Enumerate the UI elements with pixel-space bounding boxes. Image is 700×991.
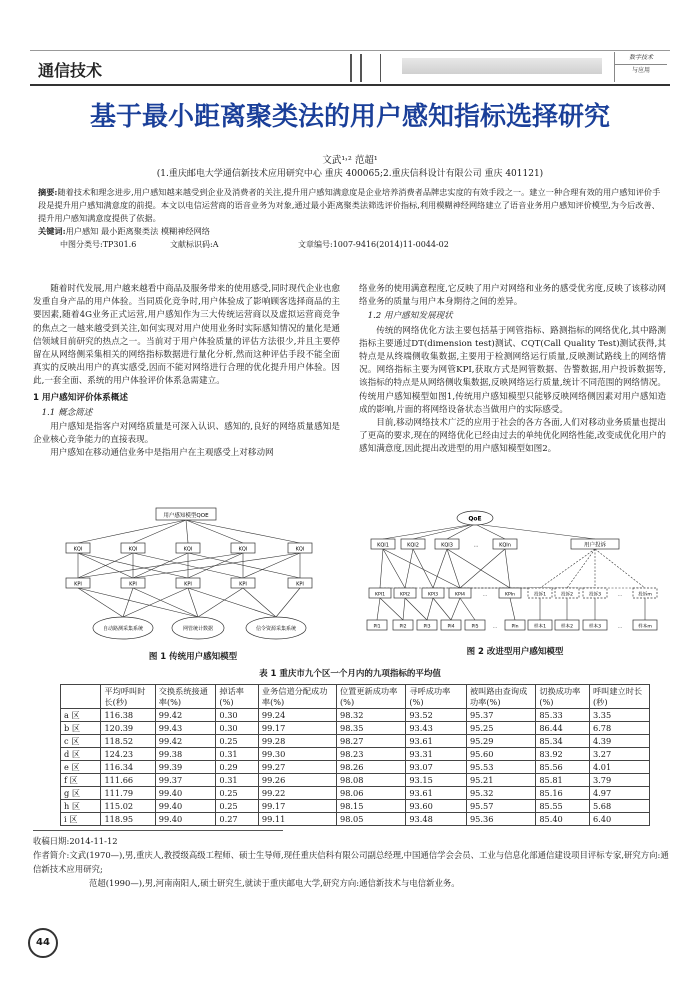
section-label: 通信技术 xyxy=(38,61,103,80)
author-bio-1: 作者简介:文武(1970—),男,重庆人,教授级高级工程师、硕士生导师,现任重庆信科有限公司副总经理,中国通信学会会员、工业与信息化部通信建设项目评标专家,研究方向:通信新技术应用研究; xyxy=(33,850,669,874)
journal-header xyxy=(30,50,670,84)
right-column xyxy=(359,283,666,457)
kpi-row xyxy=(66,578,312,588)
received-date: 收稿日期:2014-11-12 xyxy=(33,836,118,846)
header-gradient-bar xyxy=(402,58,602,74)
kpi-label: KPI xyxy=(184,581,192,588)
table-1 xyxy=(60,684,650,826)
sample-ellipsis: ... xyxy=(617,624,623,630)
kqi-label: KQI3 xyxy=(441,542,453,549)
table-cell: 93.07 xyxy=(406,761,467,774)
kpi-label: KPI xyxy=(74,581,82,588)
table-cell: 95.32 xyxy=(466,787,535,800)
affiliation: (1.重庆邮电大学通信新技术应用研究中心 重庆 400065;2.重庆信科设计有限公司 重庆 401121) xyxy=(156,169,544,179)
source-label: 自动路测采集系统 xyxy=(102,626,144,632)
intro-paragraph: 随着时代发展,用户越来越看中商品及服务带来的使用感受,同时现代企业也愈发重自身产品的用户体验。当同质化竞争时,用户体验成了影响顾客选择商品的主要因素,随着4G业务正式运营,用户感知作为三大传统运营商以及虚拟运营商竞争的焦点之一越来越受到关注,如何实现对用户使用业务时实际感知情况的量化是通信领域目前研究的热点之一。当前对于用户体验质量的评估方法很少,并且主要停留在从网络侧采集相关的网络指标数据进行量化分析,然而这种评估手段不能全面真实的反映出用户的真实感受,因而不能对网络进行合理的优化提升用户体验。因此,一套全面、系统的用户体验评价体系急需建立。 xyxy=(33,284,340,387)
paragraph: 用户感知在移动通信业务中是指用户在主观感受上对移动网 xyxy=(50,448,274,459)
row-label: a 区 xyxy=(61,709,101,722)
row-label: i 区 xyxy=(61,813,101,826)
table-cell: 86.44 xyxy=(536,722,590,735)
abstract-text: 随着技术和理念进步,用户感知越来越受到企业及消费者的关注,提升用户感知满意度是企业培养消费者品牌忠实度的有效手段之一。建立一种合理有效的用户感知评价手段是提升用户感知满意度的前提。本文以电信运营商的语音业务为对象,通过最小距离聚类法筛选评价指标,利用模糊神经网络建立了语音业务用户感知评价模型,为今后改善、提升用户感知满意度提供了依据。 xyxy=(38,187,661,223)
table-row xyxy=(61,761,650,774)
table-header-cell: 被叫路由查询成功率(%) xyxy=(466,685,535,709)
table-cell: 93.48 xyxy=(406,813,467,826)
table-cell: 98.32 xyxy=(336,709,405,722)
subsection-heading: 1.1 概念简述 xyxy=(41,407,93,418)
complaint-item: 投诉2 xyxy=(560,592,574,598)
table-row xyxy=(61,787,650,800)
kpi-label: KPI3 xyxy=(427,592,439,598)
section-heading: 1 用户感知评价体系概述 xyxy=(33,392,128,403)
authors: 文武¹˒² 范超¹ xyxy=(322,155,378,166)
table-cell: 3.27 xyxy=(589,748,649,761)
pi-label: PI5 xyxy=(471,624,479,630)
table-cell: 4.01 xyxy=(589,761,649,774)
table-cell: 93.43 xyxy=(406,722,467,735)
row-label: c 区 xyxy=(61,735,101,748)
table-cell: 111.66 xyxy=(101,774,155,787)
kpi-ellipsis: ... xyxy=(482,592,488,598)
clc-number: 中图分类号:TP301.6 xyxy=(60,240,137,249)
table-header-cell: 呼叫建立时长(秒) xyxy=(589,685,649,709)
table-cell: 99.42 xyxy=(155,735,216,748)
complaint-item: 投诉3 xyxy=(588,592,602,598)
table-cell: 99.27 xyxy=(258,761,336,774)
table-cell: 3.35 xyxy=(589,709,649,722)
table-header-cell: 位置更新成功率(%) xyxy=(336,685,405,709)
header-divider xyxy=(380,54,381,82)
table-cell: 99.42 xyxy=(155,709,216,722)
table-cell: 93.52 xyxy=(406,709,467,722)
paper-title: 基于最小距离聚类法的用户感知指标选择研究 xyxy=(89,102,610,132)
table-row xyxy=(61,735,650,748)
kpi-label: KPI xyxy=(239,581,247,588)
table-cell: 98.35 xyxy=(336,722,405,735)
table-header-cell: 掉话率(%) xyxy=(216,685,259,709)
figure-2-caption: 图 2 改进型用户感知模型 xyxy=(466,647,564,657)
footnotes xyxy=(33,834,673,890)
kqi-label: KQI1 xyxy=(377,542,389,549)
row-label: f 区 xyxy=(61,774,101,787)
table-cell: 95.57 xyxy=(466,800,535,813)
table-cell: 99.28 xyxy=(258,735,336,748)
pi-label: PI4 xyxy=(447,624,455,630)
footnote-rule xyxy=(33,830,283,831)
article-number: 文章编号:1007-9416(2014)11-0044-02 xyxy=(298,240,449,249)
table-cell: 99.24 xyxy=(258,709,336,722)
table-cell: 0.31 xyxy=(216,748,259,761)
paragraph: 络业务的使用满意程度,它反映了用户对网络和业务的感受优劣度,反映了该移动网络业务的质量与用户本身期待之间的差异。 xyxy=(359,284,666,308)
source-row xyxy=(93,617,306,639)
complaint-label: 用户投诉 xyxy=(583,542,607,549)
table-cell: 0.27 xyxy=(216,813,259,826)
table-cell: 0.30 xyxy=(216,722,259,735)
table-cell: 118.95 xyxy=(101,813,155,826)
table-cell: 99.26 xyxy=(258,774,336,787)
table-cell: 95.37 xyxy=(466,709,535,722)
root-label: 用户感知模型QOE xyxy=(163,513,209,519)
table-cell: 0.25 xyxy=(216,787,259,800)
table-cell: 120.39 xyxy=(101,722,155,735)
table-header-cell: 业务信道分配成功率(%) xyxy=(258,685,336,709)
subsection-heading: 1.2 用户感知发展现状 xyxy=(367,311,453,322)
table-cell: 85.81 xyxy=(536,774,590,787)
row-label: b 区 xyxy=(61,722,101,735)
complaint-item: 投诉m xyxy=(638,592,652,598)
source-label: 信令资源采集系统 xyxy=(255,626,297,632)
kqi-label: KQI xyxy=(295,546,305,553)
table-row xyxy=(61,709,650,722)
kqi-label: KQI2 xyxy=(407,542,419,549)
table-cell: 98.05 xyxy=(336,813,405,826)
fig2-pi-row xyxy=(367,620,657,630)
row-label: d 区 xyxy=(61,748,101,761)
sample-label: 样本1 xyxy=(533,624,547,630)
kpi-label: KPI1 xyxy=(374,592,386,598)
table-cell: 3.79 xyxy=(589,774,649,787)
table-cell: 99.43 xyxy=(155,722,216,735)
table-cell: 93.61 xyxy=(406,735,467,748)
table-cell: 85.55 xyxy=(536,800,590,813)
table-cell: 124.23 xyxy=(101,748,155,761)
source-label: 网管统计数据 xyxy=(182,626,214,632)
table-cell: 85.16 xyxy=(536,787,590,800)
figure-1-caption: 图 1 传统用户感知模型 xyxy=(148,652,238,662)
table-cell: 95.53 xyxy=(466,761,535,774)
figure-2-diagram xyxy=(365,508,665,638)
table-cell: 99.30 xyxy=(258,748,336,761)
header-divider xyxy=(360,54,362,82)
table-cell: 98.08 xyxy=(336,774,405,787)
pi-label: PI2 xyxy=(399,624,407,630)
logo-bottom-text: 与应用 xyxy=(631,67,650,74)
kpi-label: KPI xyxy=(296,581,304,588)
page-number: 44 xyxy=(28,928,58,958)
table-cell: 6.40 xyxy=(589,813,649,826)
table-cell: 98.23 xyxy=(336,748,405,761)
table-cell: 99.11 xyxy=(258,813,336,826)
table-cell: 0.25 xyxy=(216,800,259,813)
table-cell: 95.29 xyxy=(466,735,535,748)
table-cell: 99.39 xyxy=(155,761,216,774)
row-label: h 区 xyxy=(61,800,101,813)
complaint-ellipsis: ... xyxy=(617,592,623,598)
fig2-kqi-row xyxy=(371,539,619,549)
table-cell: 93.15 xyxy=(406,774,467,787)
table-row xyxy=(61,813,650,826)
table-cell: 83.92 xyxy=(536,748,590,761)
table-cell: 98.15 xyxy=(336,800,405,813)
kpi-label: KPI4 xyxy=(454,592,466,598)
sample-label: 样本2 xyxy=(560,624,574,630)
header-bottom-rule xyxy=(30,84,670,86)
table-header-row xyxy=(61,685,650,709)
table-body xyxy=(61,709,650,826)
table-cell: 85.34 xyxy=(536,735,590,748)
keywords: 用户感知 最小距离聚类法 模糊神经网络 xyxy=(65,226,210,236)
table-cell: 0.31 xyxy=(216,774,259,787)
table-cell: 98.27 xyxy=(336,735,405,748)
kpi-label: KPI2 xyxy=(399,592,411,598)
kpi-label: KPI xyxy=(129,581,137,588)
kqi-label: KQI xyxy=(183,546,193,553)
table-cell: 5.68 xyxy=(589,800,649,813)
kqi-label: KQI xyxy=(128,546,138,553)
fig2-kpi-row xyxy=(369,588,657,598)
table-header-cell: 寻呼成功率(%) xyxy=(406,685,467,709)
header-top-rule xyxy=(30,50,670,51)
row-label: e 区 xyxy=(61,761,101,774)
table-cell: 95.21 xyxy=(466,774,535,787)
table-cell: 98.26 xyxy=(336,761,405,774)
table-cell: 0.29 xyxy=(216,761,259,774)
logo-top-text: 数字技术 xyxy=(615,52,667,65)
article-meta xyxy=(60,239,660,251)
table-cell: 0.30 xyxy=(216,709,259,722)
table-cell: 116.34 xyxy=(101,761,155,774)
table-cell: 6.78 xyxy=(589,722,649,735)
kpi-label: KPIn xyxy=(504,592,516,598)
abstract-label: 摘要: xyxy=(38,187,58,197)
pi-label: PIn xyxy=(511,624,519,630)
keywords-label: 关键词: xyxy=(38,226,66,236)
table-cell: 116.38 xyxy=(101,709,155,722)
journal-logo xyxy=(614,52,667,82)
table-header-cell: 交换系统接通率(%) xyxy=(155,685,216,709)
table-row xyxy=(61,722,650,735)
kqi-label: KQI xyxy=(73,546,83,553)
paragraph: 传统的网络优化方法主要包括基于网管指标、路测指标的网络优化,其中路测指标主要通过DT(dimension test)测试、CQT(Call Quality Test)测试获得,其特点是从终端侧收集数据,主要用于检测网络运行质量,反映测试路线上的网络情况。网络指标主要为网管KPI,获取方式是网管数据、告警数据,用户投诉数据等,该指标的特点是从网络侧收集数据,反映网络运行质量,统计不同范围的网络情况。传统用户感知模型如图1,传统用户感知模型只能够反映网络侧因素对用户感知造成的影响,片面的将网络设备状态当做用户的实际感受。 xyxy=(359,325,666,415)
table-cell: 115.02 xyxy=(101,800,155,813)
sample-label: 样本m xyxy=(638,624,652,630)
abstract xyxy=(38,186,662,238)
table-cell: 93.31 xyxy=(406,748,467,761)
table-cell: 99.40 xyxy=(155,787,216,800)
figure-1-diagram xyxy=(38,500,348,650)
table-row xyxy=(61,748,650,761)
table-cell: 95.36 xyxy=(466,813,535,826)
table-1-caption: 表 1 重庆市九个区一个月内的九项指标的平均值 xyxy=(259,669,441,679)
kqi-ellipsis: ... xyxy=(473,542,479,549)
table-cell: 98.06 xyxy=(336,787,405,800)
table-row xyxy=(61,774,650,787)
table-cell: 111.79 xyxy=(101,787,155,800)
pi-ellipsis: ... xyxy=(492,624,498,630)
kqi-label: KQIn xyxy=(499,542,511,549)
table-cell: 99.37 xyxy=(155,774,216,787)
table-cell: 95.60 xyxy=(466,748,535,761)
left-column xyxy=(33,283,340,461)
table-row xyxy=(61,800,650,813)
pi-label: PI3 xyxy=(423,624,431,630)
document-code: 文献标识码:A xyxy=(170,240,219,249)
table-cell: 99.40 xyxy=(155,813,216,826)
table-cell: 99.17 xyxy=(258,722,336,735)
author-bio-2: 范超(1990—),男,河南南阳人,硕士研究生,就读于重庆邮电大学,研究方向:通信新技术与电信新业务。 xyxy=(89,878,460,888)
table-cell: 4.97 xyxy=(589,787,649,800)
table-cell: 99.17 xyxy=(258,800,336,813)
paragraph: 目前,移动网络技术广泛的应用于社会的各方各面,人们对移动业务质量也提出了更高的要求,现在的网络优化已经由过去的单纯优化网络性能,改变成优化用户的感知满意度,因此提出改进型的用户感知模型如图2。 xyxy=(359,418,666,455)
table-cell: 93.60 xyxy=(406,800,467,813)
table-cell: 85.40 xyxy=(536,813,590,826)
table-cell: 99.40 xyxy=(155,800,216,813)
table-cell: 99.38 xyxy=(155,748,216,761)
header-divider xyxy=(350,54,352,82)
table-cell: 0.25 xyxy=(216,735,259,748)
table-header-cell xyxy=(61,685,101,709)
qoe-label: QoE xyxy=(468,515,482,523)
row-label: g 区 xyxy=(61,787,101,800)
table-cell: 95.25 xyxy=(466,722,535,735)
complaint-item: 投诉1 xyxy=(533,592,547,598)
table-header-cell: 切换成功率(%) xyxy=(536,685,590,709)
table-cell: 93.61 xyxy=(406,787,467,800)
table-cell: 4.39 xyxy=(589,735,649,748)
table-cell: 118.52 xyxy=(101,735,155,748)
kqi-label: KQI xyxy=(238,546,248,553)
sample-label: 样本3 xyxy=(588,624,602,630)
table-cell: 85.33 xyxy=(536,709,590,722)
paragraph: 用户感知是指客户对网络质量是可深入认识、感知的,良好的网络质量感知是企业核心竞争能力的直接表现。 xyxy=(33,422,340,446)
table-header-cell: 平均呼叫时长(秒) xyxy=(101,685,155,709)
kqi-row xyxy=(66,543,312,553)
pi-label: PI1 xyxy=(373,624,381,630)
table-cell: 99.22 xyxy=(258,787,336,800)
table-cell: 85.56 xyxy=(536,761,590,774)
